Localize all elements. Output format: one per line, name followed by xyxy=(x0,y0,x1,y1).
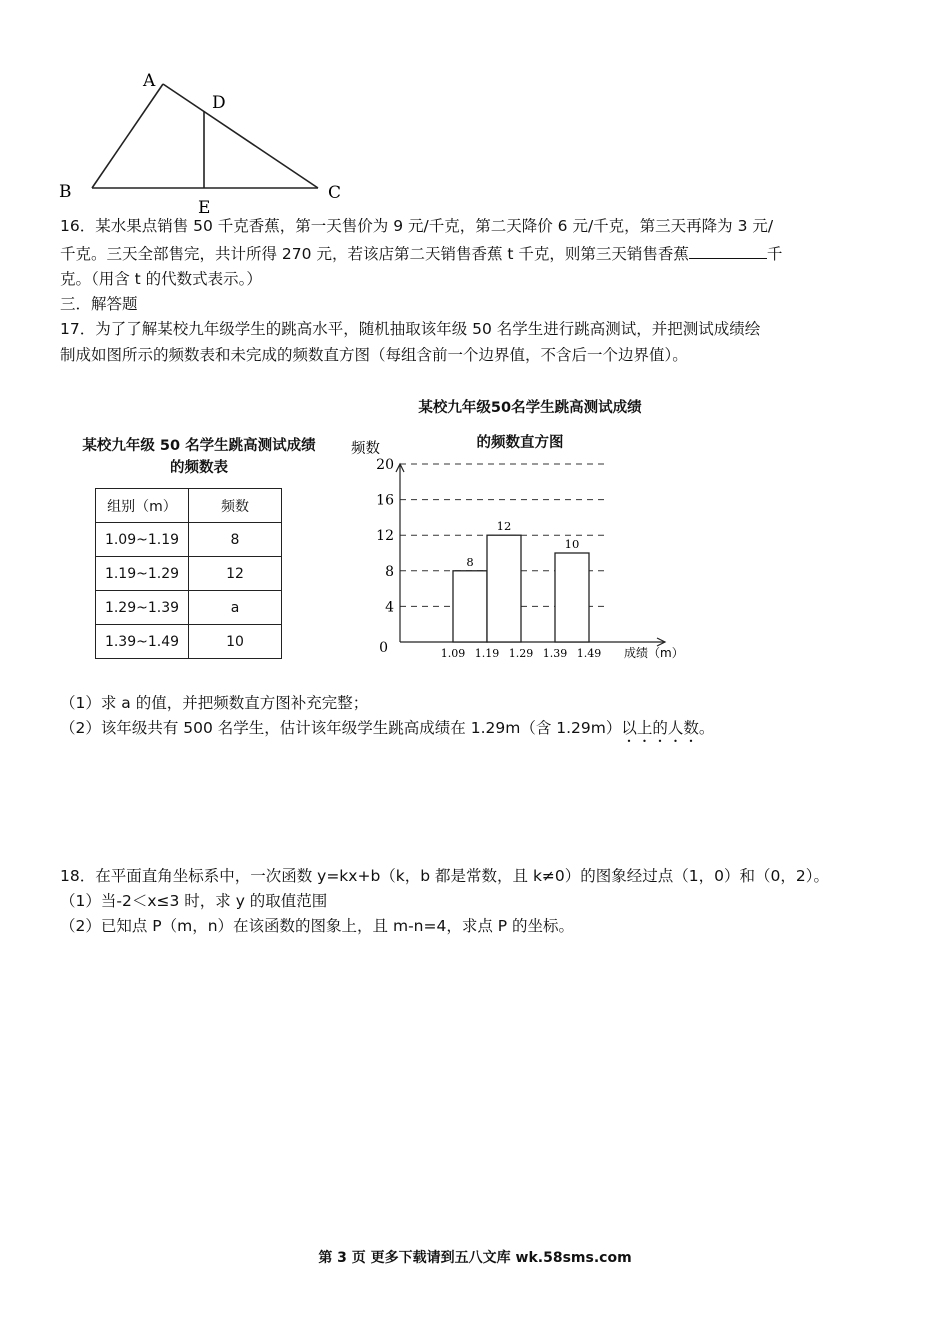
chart-title: 某校九年级50名学生跳高测试成绩 xyxy=(418,400,642,416)
table-cell: 12 xyxy=(189,557,282,591)
frequency-table xyxy=(95,488,282,659)
q18-part-2: （2）已知点 P（m，n）在该函数的图象上，且 m-n=4，求点 P 的坐标。 xyxy=(60,917,575,935)
q18-line-1: 18．在平面直角坐标系中，一次函数 y=kx+b（k，b 都是常数，且 k≠0）的图象经过点（1，0）和（0，2）。 xyxy=(60,867,829,885)
x-tick-label: 1.39 xyxy=(542,647,568,660)
table-title xyxy=(60,435,338,479)
q17-part-2 xyxy=(60,715,714,746)
bar-data-label: 12 xyxy=(496,519,512,534)
table-row xyxy=(96,591,282,625)
histogram-bar xyxy=(453,571,487,642)
q16-line-1: 16．某水果点销售 50 千克香蕉，第一天售价为 9 元/千克，第二天降价 6 元/千克，第三天再降为 3 元/ xyxy=(60,217,774,235)
x-tick-label: 1.09 xyxy=(440,647,466,660)
y-tick-label: 4 xyxy=(385,599,394,616)
y-tick-label: 8 xyxy=(385,563,394,580)
q16-line-2-text: 千克。三天全部售完，共计所得 270 元，若该店第二天销售香蕉 t 千克，则第三天销售香蕉 xyxy=(60,245,689,263)
label-a: A xyxy=(143,71,156,91)
table-cell: 1.09~1.19 xyxy=(96,523,189,557)
label-c: C xyxy=(328,183,342,203)
table-cell: 10 xyxy=(189,625,282,659)
side-ac xyxy=(163,84,318,188)
label-b: B xyxy=(59,182,72,202)
y-axis-label: 频数 xyxy=(351,441,380,457)
bar-data-label: 10 xyxy=(564,537,580,551)
side-ab xyxy=(92,84,163,188)
q17-line-1: 17．为了了解某校九年级学生的跳高水平，随机抽取该年级 50 名学生进行跳高测试，并把测试成绩绘 xyxy=(60,320,761,338)
table-cell: 1.29~1.39 xyxy=(96,591,189,625)
label-d: D xyxy=(212,93,226,113)
q17-part-2-emphasis: 以上的人数 xyxy=(621,719,699,737)
table-title-line-1: 某校九年级 50 名学生跳高测试成绩 xyxy=(82,438,316,454)
table-row xyxy=(96,557,282,591)
table-title-line-2: 的频数表 xyxy=(170,460,228,476)
table-row xyxy=(96,625,282,659)
x-tick-label: 1.29 xyxy=(508,647,534,660)
histogram-bar xyxy=(555,553,589,642)
histogram xyxy=(340,430,700,670)
q16-line-2-tail: 千 xyxy=(766,245,783,263)
y-tick-label: 12 xyxy=(376,528,394,545)
table-cell: 8 xyxy=(189,523,282,557)
q17-line-2: 制成如图所示的频数表和未完成的频数直方图（每组含前一个边界值，不含后一个边界值）。 xyxy=(60,346,688,364)
q17-part-2-end: 。 xyxy=(698,719,715,737)
x-axis-label: 成绩（m） xyxy=(624,646,684,660)
y-tick-label: 16 xyxy=(376,492,394,509)
page-footer: 第 3 页 更多下载请到五八文库 wk.58sms.com xyxy=(318,1250,632,1266)
y-tick-label: 0 xyxy=(379,640,388,656)
header-group: 组别（m） xyxy=(96,489,189,523)
q16-line-3: 克。（用含 t 的代数式表示。） xyxy=(60,270,262,288)
x-tick-label: 1.19 xyxy=(474,647,500,660)
q17-part-1: （1）求 a 的值，并把频数直方图补充完整； xyxy=(60,694,369,712)
x-tick-label: 1.49 xyxy=(576,647,602,660)
table-cell: 1.39~1.49 xyxy=(96,625,189,659)
table-cell: 1.19~1.29 xyxy=(96,557,189,591)
bar-data-label: 8 xyxy=(466,554,474,569)
label-e: E xyxy=(198,198,211,218)
table-cell: a xyxy=(189,591,282,625)
q17-part-2-text: （2）该年级共有 500 名学生，估计该年级学生跳高成绩在 1.29m（含 1.29m） xyxy=(60,719,622,737)
section-heading: 三．解答题 xyxy=(60,295,138,313)
answer-blank[interactable] xyxy=(689,244,767,259)
chart-subtitle: 的频数直方图 xyxy=(476,435,564,451)
table-row xyxy=(96,523,282,557)
y-tick-label: 20 xyxy=(376,457,394,473)
q18-part-1: （1）当-2＜x≤3 时，求 y 的取值范围 xyxy=(60,892,328,910)
table-header-row xyxy=(96,489,282,523)
q16-line-2 xyxy=(60,241,782,267)
histogram-bar xyxy=(487,535,521,642)
header-frequency: 频数 xyxy=(189,489,282,523)
triangle-figure xyxy=(55,60,355,220)
